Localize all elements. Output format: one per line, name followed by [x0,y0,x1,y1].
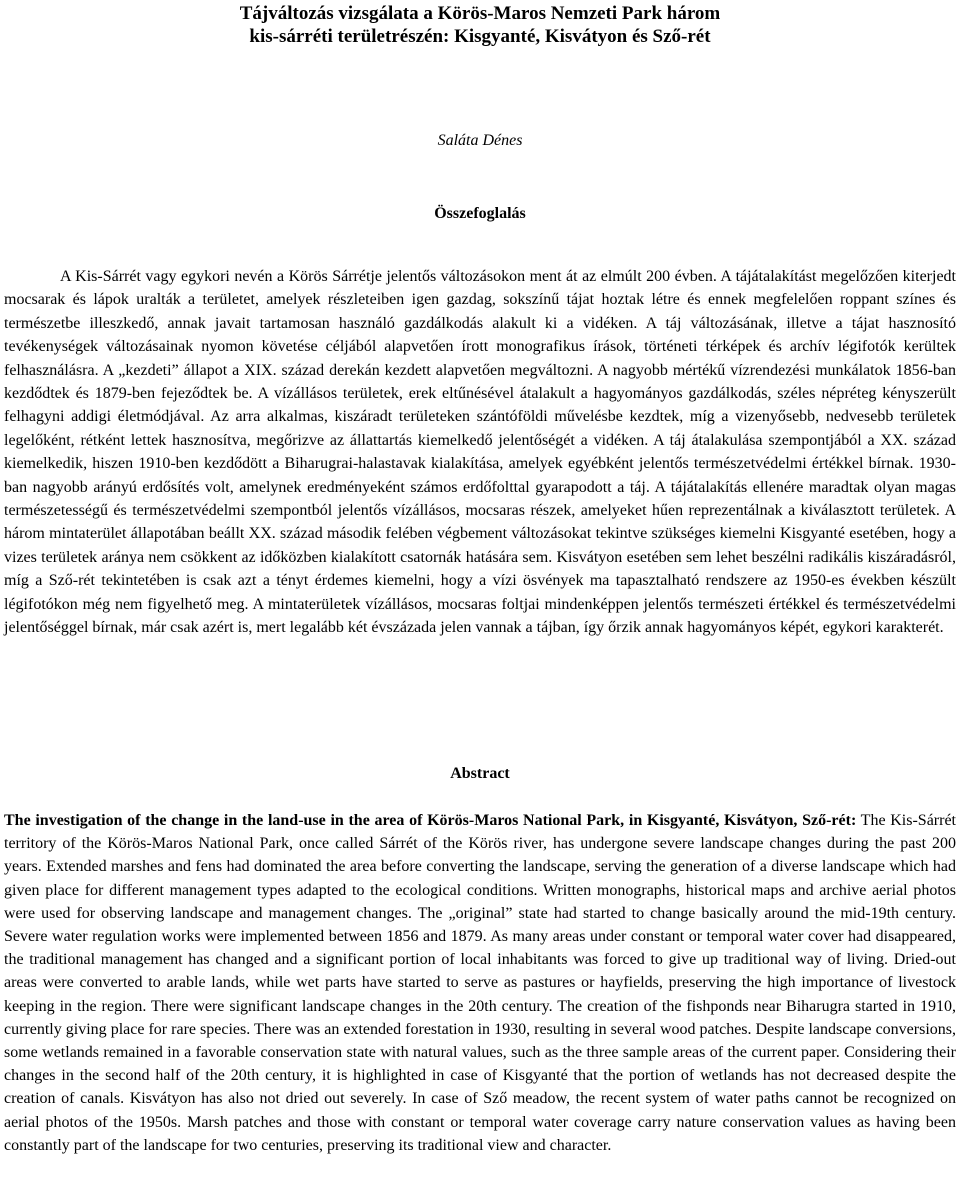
abstract-paragraph [4,809,956,1157]
abstract-text: The Kis-Sárrét territory of the Körös-Maros National Park, once called Sárrét of the Körös river, has undergone severe landscape changes during the past 200 years. Extended marshes and fens had dominated the area before converting the landscape, serving the generation of a diverse landscape which had given place for different management types adapted to the ecological conditions. Written monographs, historical maps and archive aerial photos were used for observing landscape and management changes. The „original” state had started to change basically around the mid-19th century. Severe water regulation works were implemented between 1856 and 1879. As many areas under constant or temporal water cover had disappeared, the traditional management has changed and a significant portion of local inhabitants was forced to give up traditional way of living. Dried-out areas were converted to arable lands, while wet parts have started to serve as pastures or hayfields, preserving the high importance of livestock keeping in the region. There were significant landscape changes in the 20th century. The creation of the fishponds near Biharugra started in 1910, currently giving place for rare species. There was an extended forestation in 1930, resulting in several wood patches. Despite landscape conversions, some wetlands remained in a favorable conservation state with natural values, such as the three sample areas of the current paper. Considering their changes in the second half of the 20th century, it is highlighted in case of Kisgyanté that the portion of wetlands has not decreased despite the creation of canals. Kisvátyon has also not dried out severely. In case of Sző meadow, the recent system of water paths cannot be recognized on aerial photos of the 1950s. Marsh patches and those with constant or temporal water coverage carry nature conservation values as having been constantly part of the landscape for two centuries, preserving its traditional view and character. [4,812,957,1154]
abstract-title: The investigation of the change in the land-use in the area of Körös-Maros National Park, in Kisgyanté, Kisvátyon, Sző-rét: [4,812,857,829]
author-name: Saláta Dénes [437,132,523,149]
title-line-2: kis-sárréti területrészén: Kisgyanté, Kisvátyon és Sző-rét [249,26,711,47]
abstract-heading: Abstract [450,765,510,782]
document-page [4,0,957,1154]
summary-heading: Összefoglalás [434,205,526,222]
summary-paragraph: A Kis-Sárrét vagy egykori nevén a Körös Sárrétje jelentős változásokon ment át az elmúlt 200 évben. A tájátalakítást megelőzően kiterjedt mocsarak és lápok uralták a területet, amelyek részleteiben igen gazdag, sokszínű tájat hoztak létre és ennek megfelelően roppant színes és természetbe illeszkedő, annak javait tartamosan használó gazdálkodás alakult ki a vidéken. A táj változásának, illetve a tájat hasznosító tevékenységek változásainak nyomon követése céljából alapvetően írott monografikus írások, történeti térképek és archív légifotók kerültek felhasználásra. A „kezdeti” állapot a XIX. század derekán kezdett alapvetően megváltozni. A nagyobb mértékű vízrendezési munkálatok 1856-ban kezdődtek és 1879-ben fejeződtek be. A vízállásos területek, erek eltűnésével átalakult a hagyományos gazdálkodás, széles népréteg kényszerült felhagyni addigi életmódjával. Az arra alkalmas, kiszáradt területeken szántóföldi művelésbe kezdtek, míg a vizenyősebb, nedvesebb területek legelőként, rétként lettek hasznosítva, megőrizve az állattartás kiemelkedő jelentőségét a vidéken. A táj átalakulása szempontjából a XX. század kiemelkedik, hiszen 1910-ben kezdődött a Biharugrai-halastavak kialakítása, amelyek egyébként jelentős természetvédelmi értékkel bírnak. 1930-ban nagyobb arányú erdősítés volt, amelynek eredményeként számos erdőfolttal gyarapodott a táj. A tájátalakítás ellenére maradtak olyan magas természetességű és természetvédelmi szempontból jelentős vízállásos, mocsaras részek, amelyeket hűen reprezentálnak a kiválasztott területek. A három mintaterület állapotában beállt XX. század második felében végbement változásokat tekintve szükséges kiemelni Kisgyanté esetében, hogy a vizes területek aránya nem csökkent az időközben kialakított csatornák hatására sem. Kisvátyon esetében sem lehet beszélni radikális kiszáradásról, míg a Sző-rét tekintetében is csak azt a tényt érdemes kiemelni, hogy a vízi ösvények ma tapasztalható rendszere az 1950-es években készült légifotókon még nem figyelhető meg. A mintaterületek vízállásos, mocsaras foltjai mindenképpen jelentős természeti értékkel és természetvédelmi jelentőséggel bírnak, már csak azért is, mert legalább két évszázada jelen vannak a tájban, így őrzik annak hagyományos képét, egykori karakterét. [4,268,956,637]
paper-title [4,2,956,48]
title-line-1: Tájváltozás vizsgálata a Körös-Maros Nemzeti Park három [239,3,721,24]
